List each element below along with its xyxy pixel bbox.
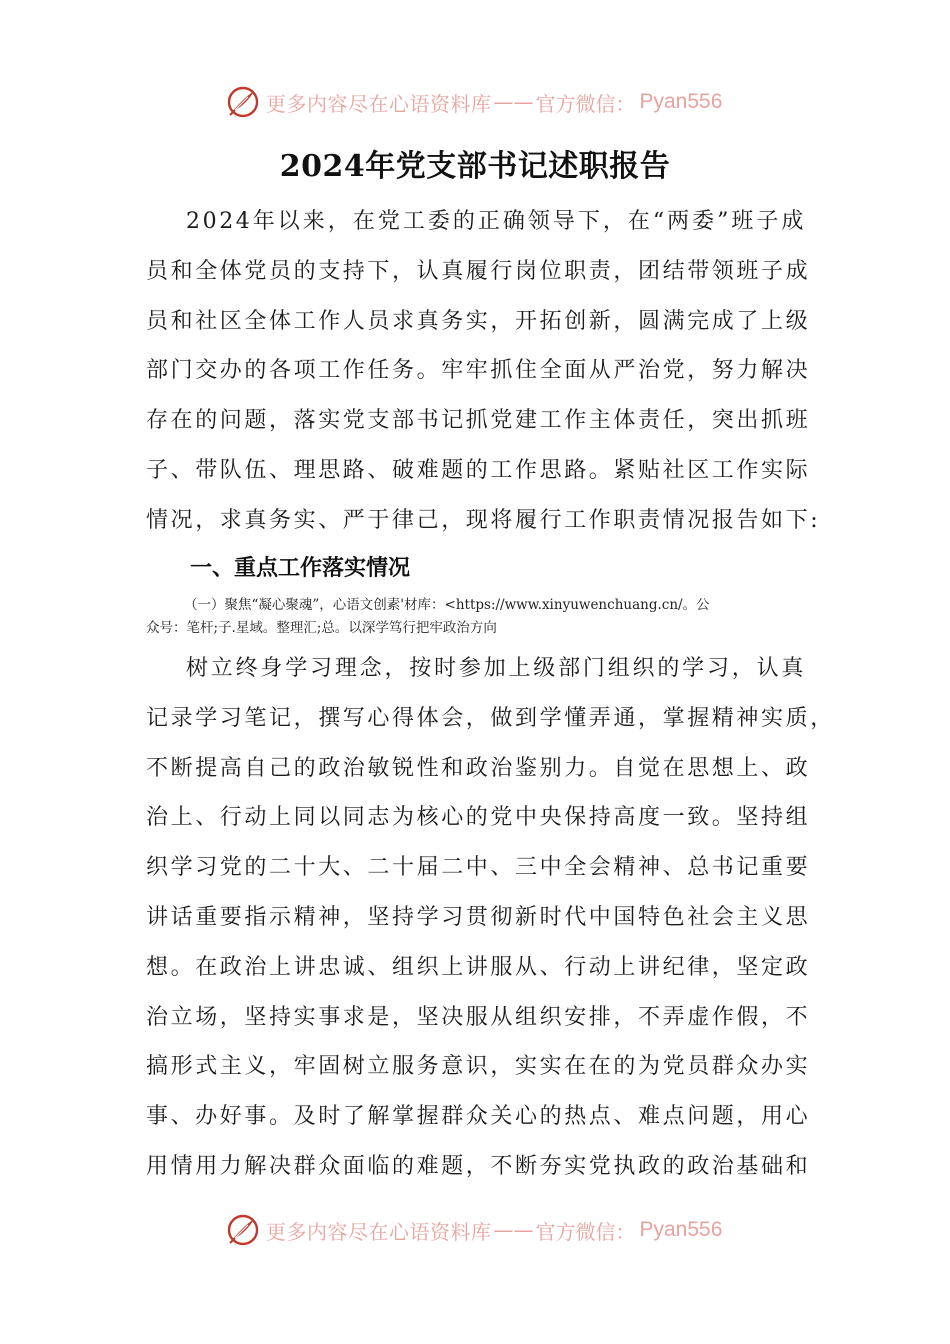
subsection-note (146, 594, 806, 640)
watermark-dash: —— (493, 1218, 534, 1242)
paragraph-line: 织学习党的二十大、二十届二中、三中全会精神、总书记重要 (146, 855, 811, 881)
paragraph-line: 事、办好事。及时了解掌握群众关心的热点、难点问题，用心 (146, 1104, 811, 1130)
note-line: （一）聚焦“凝心聚魂”，心语文创素'材库：<https://www.xinyuwenchuang.cn/。公 (184, 597, 710, 613)
paragraph-line: 不断提高自己的政治敏锐性和政治鉴别力。自觉在思想上、政 (146, 755, 811, 781)
body-paragraph (146, 644, 835, 1192)
paragraph-line: 树立终身学习理念，按时参加上级部门组织的学习，认真 (186, 656, 806, 681)
paragraph-line: 治上、行动上同以同志为核心的党中央保持高度一致。坚持组 (146, 805, 811, 831)
intro-paragraph (146, 197, 821, 546)
document-title: 2024年党支部书记述职报告 (279, 149, 671, 184)
watermark-dash: —— (493, 90, 534, 114)
paragraph-line: 部门交办的各项工作任务。牢牢抓住全面从严治党，努力解决 (146, 358, 811, 384)
watermark-text: 更多内容尽在心语资料库 (266, 91, 492, 116)
paragraph-line: 员和社区全体工作人员求真务实，开拓创新，圆满完成了上级 (146, 308, 811, 334)
paragraph-line: 搞形式主义，牢固树立服务意识，实实在在的为党员群众办实 (146, 1054, 811, 1080)
paragraph-line: 2024年以来，在党工委的正确领导下，在“两委”班子成 (186, 209, 806, 234)
watermark-wechat-id: Pyan556 (639, 90, 723, 113)
footer-watermark (226, 1210, 722, 1250)
watermark-wechat-label: 官方微信： (535, 91, 636, 116)
paragraph-line: 讲话重要指示精神，坚持学习贯彻新时代中国特色社会主义思 (146, 904, 811, 930)
header-watermark (226, 82, 722, 122)
paragraph-line: 想。在政治上讲忠诚、组织上讲服从、行动上讲纪律，坚定政 (146, 954, 811, 980)
watermark-text: 更多内容尽在心语资料库 (266, 1219, 492, 1244)
watermark-wechat-label: 官方微信： (535, 1219, 636, 1244)
paragraph-line: 用情用力解决群众面临的难题，不断夯实党执政的政治基础和 (146, 1153, 811, 1179)
watermark-wechat-id: Pyan556 (639, 1218, 723, 1241)
quill-logo-icon (226, 1213, 260, 1247)
paragraph-line: 情况，求真务实、严于律己，现将履行工作职责情况报告如下: (146, 507, 821, 533)
paragraph-line: 存在的问题，落实党支部书记抓党建工作主体责任，突出抓班 (146, 408, 811, 434)
paragraph-line: 员和全体党员的支持下，认真履行岗位职责，团结带领班子成 (146, 258, 811, 284)
paragraph-line: 治立场，坚持实事求是，坚决服从组织安排，不弄虚作假，不 (146, 1004, 811, 1030)
quill-logo-icon (226, 85, 260, 119)
paragraph-line: 子、带队伍、理思路、破难题的工作思路。紧贴社区工作实际 (146, 457, 811, 483)
note-line: 众号：笔杆;子.星域。整理汇;总。以深学笃行把牢政治方向 (146, 620, 497, 636)
paragraph-line: 记录学习笔记，撰写心得体会，做到学懂弄通，掌握精神实质， (146, 705, 835, 731)
section-heading: 一、重点工作落实情况 (190, 556, 411, 581)
